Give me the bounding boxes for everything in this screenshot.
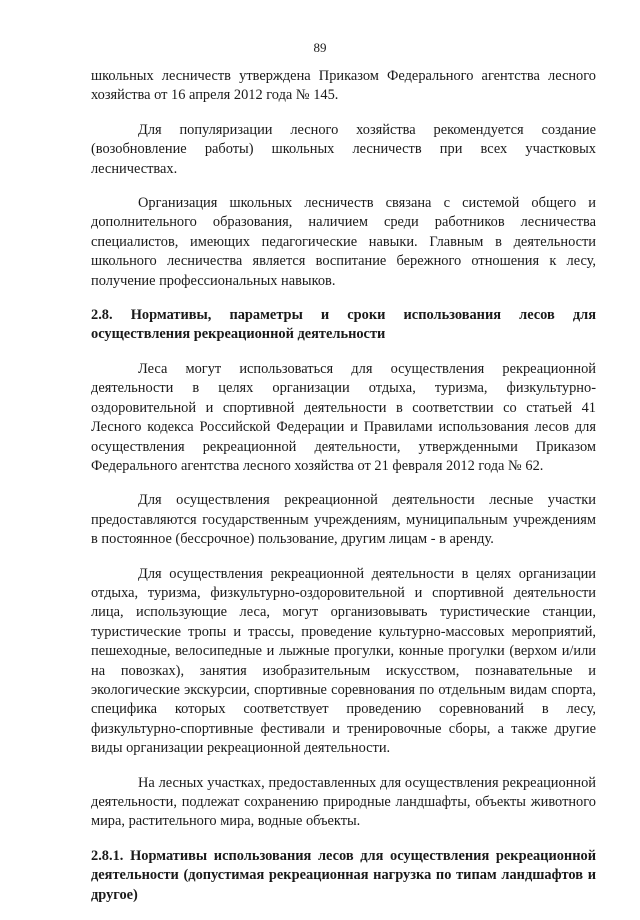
paragraph-land-provision: Для осуществления рекреационной деятельности лесные участки предоставляются государственным учреждениям, муниципальным учреждениям в постоянное (бессрочное) пользование, другим лицам - в аренду. (91, 492, 596, 548)
paragraph-recreation-activities: Для осуществления рекреационной деятельности в целях организации отдыха, туризма, физкультурно-оздоровительной и спортивной деятельности лица, использующие леса, могут организовывать туристические станции, туристические тропы и трассы, проведение культурно-массовых мероприятий, пешеходные, велосипедные и лыжные прогулки, конные прогулки (верхом и/или на повозках), занятия изобразительным искусством, познавательные и экологические экскурсии, спортивные соревнования по отдельным видам спорта, специфика которых соответствует проведению соревнований в лесу, физкультурно-спортивные фестивали и тренировочные сборы, а также другие виды организации рекреационной деятельности. (91, 565, 596, 757)
subsection-title: Нормативы использования лесов для осуществления рекреационной деятельности (допустимая рекреационная нагрузка по типам ландшафтов и другое) (91, 847, 597, 903)
paragraph-recreational-use: Леса могут использоваться для осуществления рекреационной деятельности в целях организации отдыха, туризма, физкультурно-оздоровительной и спортивной деятельности в соответствии со статьей 41 Лесного кодекса Российской Федерации и Правилами использования лесов для осуществления рекреационной деятельности, утвержденными Приказом Федерального агентства лесного хозяйства от 21 февраля 2012 года № 62. (91, 360, 596, 474)
subsection-number: 2.8.1. (91, 847, 124, 864)
page-content (91, 67, 596, 920)
section-heading-2-8-1 (91, 847, 596, 905)
paragraph-organization: Организация школьных лесничеств связана с системой общего и дополнительного образования, наличием среди работников лесничества специалистов, имеющих педагогические навыки. Главным в деятельности школьного лесничества является воспитание бережного отношения к лесу, получение профессиональных навыков. (91, 195, 596, 289)
section-title: Нормативы, параметры и сроки использования лесов для осуществления рекреационной деятельности (91, 307, 596, 343)
section-number: 2.8. (91, 307, 113, 324)
paragraph-school-forestry-order: школьных лесничеств утверждена Приказом Федерального агентства лесного хозяйства от 16 апреля 2012 года № 145. (91, 68, 596, 104)
paragraph-preservation: На лесных участках, предоставленных для осуществления рекреационной деятельности, подлежат сохранению природные ландшафты, объекты животного мира, растительного мира, водные объекты. (91, 774, 596, 830)
page-number: 89 (313, 40, 327, 55)
paragraph-popularization: Для популяризации лесного хозяйства рекомендуется создание (возобновление работы) школьных лесничеств при всех участковых лесничествах. (91, 121, 596, 177)
section-heading-2-8 (91, 306, 596, 345)
